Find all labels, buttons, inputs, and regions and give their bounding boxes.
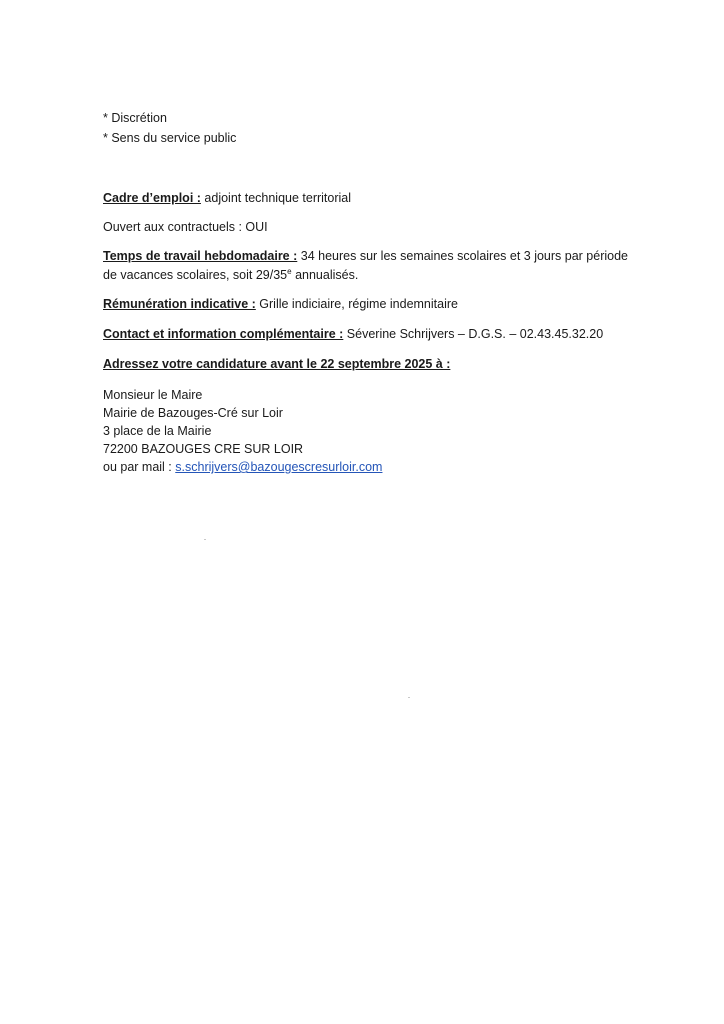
- contact-line: [103, 325, 603, 343]
- temps-travail-value: 34 heures sur les semaines scolaires et 3 jours par période: [297, 249, 629, 263]
- address-line-4: 72200 BAZOUGES CRE SUR LOIR: [103, 442, 304, 456]
- address-line-3: 3 place de la Mairie: [103, 424, 212, 438]
- temps-travail-value-end: annualisés.: [291, 268, 359, 282]
- contact-value: Séverine Schrijvers – D.G.S. – 02.43.45.32.20: [343, 327, 604, 341]
- email-link[interactable]: s.schrijvers@bazougescresurloir.com: [175, 460, 383, 474]
- cadre-emploi-line: [103, 189, 351, 207]
- scan-speck: [408, 697, 410, 698]
- contact-label: Contact et information complémentaire :: [103, 327, 344, 341]
- mail-line: [103, 458, 382, 476]
- temps-travail-line-2: [103, 266, 358, 284]
- remuneration-label: Rémunération indicative :: [103, 297, 256, 311]
- address-line-1: Monsieur le Maire: [103, 388, 203, 402]
- temps-travail-superscript: e: [287, 266, 292, 276]
- cadre-emploi-value: adjoint technique territorial: [200, 191, 352, 205]
- mail-prefix: ou par mail :: [103, 460, 176, 474]
- address-line-2: Mairie de Bazouges-Cré sur Loir: [103, 406, 283, 420]
- temps-travail-value-cont: de vacances scolaires, soit 29/35: [103, 268, 288, 282]
- scan-speck: [204, 539, 206, 540]
- ouvert-contractuels: Ouvert aux contractuels : OUI: [103, 220, 268, 234]
- cadre-emploi-label: Cadre d’emploi :: [103, 191, 201, 205]
- temps-travail-label: Temps de travail hebdomadaire :: [103, 249, 298, 263]
- temps-travail-line-1: [103, 247, 628, 265]
- quality-public-service: * Sens du service public: [103, 131, 237, 145]
- quality-discretion: * Discrétion: [103, 111, 167, 125]
- remuneration-line: [103, 295, 458, 313]
- remuneration-value: Grille indiciaire, régime indemnitaire: [255, 297, 458, 311]
- deadline-heading: Adressez votre candidature avant le 22 septembre 2025 à :: [103, 357, 451, 371]
